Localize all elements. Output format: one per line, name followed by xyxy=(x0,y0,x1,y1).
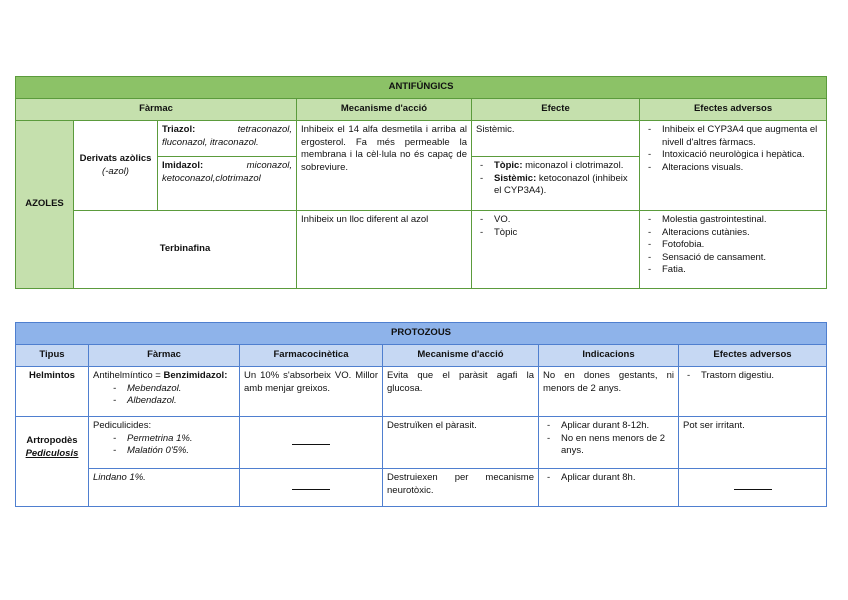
drug-item: - Permetrina 1%. xyxy=(93,433,235,446)
header-indicacions: Indicacions xyxy=(539,345,679,367)
adverse-item: - Sensació de cansament. xyxy=(644,252,822,265)
artropodes-farmacocinetica xyxy=(240,417,383,469)
artropodes-adversos: Pot ser irritant. xyxy=(679,417,827,469)
imidazol xyxy=(158,157,296,188)
header-farmac: Fàrmac xyxy=(16,99,297,121)
indication-item: - No en nens menors de 2 anys. xyxy=(543,433,674,458)
terbinafina-effects xyxy=(472,211,640,289)
helmintos-adversos xyxy=(679,367,827,417)
azol-adverse xyxy=(640,121,827,211)
terbinafina-mechanism: Inhibeix un lloc diferent al azol xyxy=(297,211,472,289)
helmintos-farmac: Antihelmíntico = Benzimidazol: - Mebendazol. - Albendazol. xyxy=(89,367,240,417)
header-efecte: Efecte xyxy=(472,99,640,121)
header-mecanisme: Mecanisme d'acció xyxy=(383,345,539,367)
header-mecanisme: Mecanisme d'acció xyxy=(297,99,472,121)
protozous-table xyxy=(15,322,827,507)
helmintos-indicacions: No en dones gestants, ni menors de 2 anys. xyxy=(539,367,679,417)
imidazol-drugs: miconazol, ketoconazol,clotrimazol xyxy=(162,160,292,184)
protozous-title: PROTOZOUS xyxy=(16,323,827,345)
empty-line xyxy=(292,436,330,445)
tipus-artropodes: Artropodès Pediculosis xyxy=(16,417,89,507)
triazol-effect: Sistèmic. xyxy=(472,121,639,157)
header-farmac: Fàrmac xyxy=(89,345,240,367)
adverse-item: - Alteracions cutànies. xyxy=(644,227,822,240)
header-tipus: Tipus xyxy=(16,345,89,367)
effect-item: - Tòpic: miconazol i clotrimazol. xyxy=(476,160,635,173)
artropodes-mecanisme: Destruïken el pàrasit. xyxy=(383,417,539,469)
empty-line xyxy=(734,481,772,490)
lindano-adversos xyxy=(679,469,827,507)
helmintos-farmacocinetica: Un 10% s'absorbeix VO. Millor amb menjar greixos. xyxy=(240,367,383,417)
imidazol-label: Imidazol: xyxy=(162,160,204,171)
header-efectes-adversos: Efectes adversos xyxy=(640,99,827,121)
adverse-item: - Fotofobia. xyxy=(644,239,822,252)
tipus-helmintos: Helmintos xyxy=(16,367,89,417)
terbinafina-adverse xyxy=(640,211,827,289)
azol-subtypes xyxy=(158,121,297,211)
empty-line xyxy=(292,481,330,490)
artropodes-farmac: Pediculicides: - Permetrina 1%. - Malatión 0'5%. xyxy=(89,417,240,469)
header-farmacocinetica: Farmacocinètica xyxy=(240,345,383,367)
header-efectes-adversos: Efectes adversos xyxy=(679,345,827,367)
artropodes-indicacions xyxy=(539,417,679,469)
derivats-label: Derivats azòlics xyxy=(79,153,152,164)
helmintos-mecanisme: Evita que el paràsit agafi la glucosa. xyxy=(383,367,539,417)
indication-item: - Aplicar durant 8-12h. xyxy=(543,420,674,433)
drug-item: - Mebendazol. xyxy=(93,383,235,396)
lindano-mecanisme: Destruiexen per mecanisme neurotòxic. xyxy=(383,469,539,507)
imidazol-effects xyxy=(472,157,639,201)
lindano-indicacions xyxy=(539,469,679,507)
lindano-farmacocinetica xyxy=(240,469,383,507)
adverse-item: - Fatia. xyxy=(644,264,822,277)
triazol-label: Triazol: xyxy=(162,124,196,135)
triazol xyxy=(158,121,296,157)
adverse-item: - Inhibeix el CYP3A4 que augmenta el nivell d'altres fàrmacs. xyxy=(644,124,822,149)
effect-item: - Sistèmic: ketoconazol (inhibeix el CYP3A4). xyxy=(476,173,635,198)
effect-item: - VO. xyxy=(476,214,635,227)
adverse-item: - Trastorn digestiu. xyxy=(683,370,822,383)
azol-effects xyxy=(472,121,640,211)
lindano-farmac: Lindano 1%. xyxy=(89,469,240,507)
adverse-item: - Alteracions visuals. xyxy=(644,162,822,175)
adverse-item: - Intoxicació neurològica i hepàtica. xyxy=(644,149,822,162)
antifungics-title: ANTIFÚNGICS xyxy=(16,77,827,99)
azol-mechanism: Inhibeix el 14 alfa desmetila i arriba al ergosterol. Fa més permeable la membrana i la cèl·lula no és capaç de sobreviure. xyxy=(297,121,472,211)
derivats-sub: (-azol) xyxy=(102,165,129,177)
drug-item: - Albendazol. xyxy=(93,395,235,408)
adverse-item: - Molestia gastrointestinal. xyxy=(644,214,822,227)
subtipus-pediculosis: Pediculosis xyxy=(25,447,79,459)
indication-item: - Aplicar durant 8h. xyxy=(543,472,674,485)
terbinafina: Terbinafina xyxy=(74,211,297,289)
effect-item: - Tòpic xyxy=(476,227,635,240)
group-azoles: AZOLES xyxy=(16,121,74,289)
drug-item: - Malatión 0'5%. xyxy=(93,445,235,458)
antifungics-table xyxy=(15,76,827,289)
derivats-azolics xyxy=(74,121,158,211)
triazol-drugs: tetraconazol, fluconazol, itraconazol. xyxy=(162,124,292,148)
